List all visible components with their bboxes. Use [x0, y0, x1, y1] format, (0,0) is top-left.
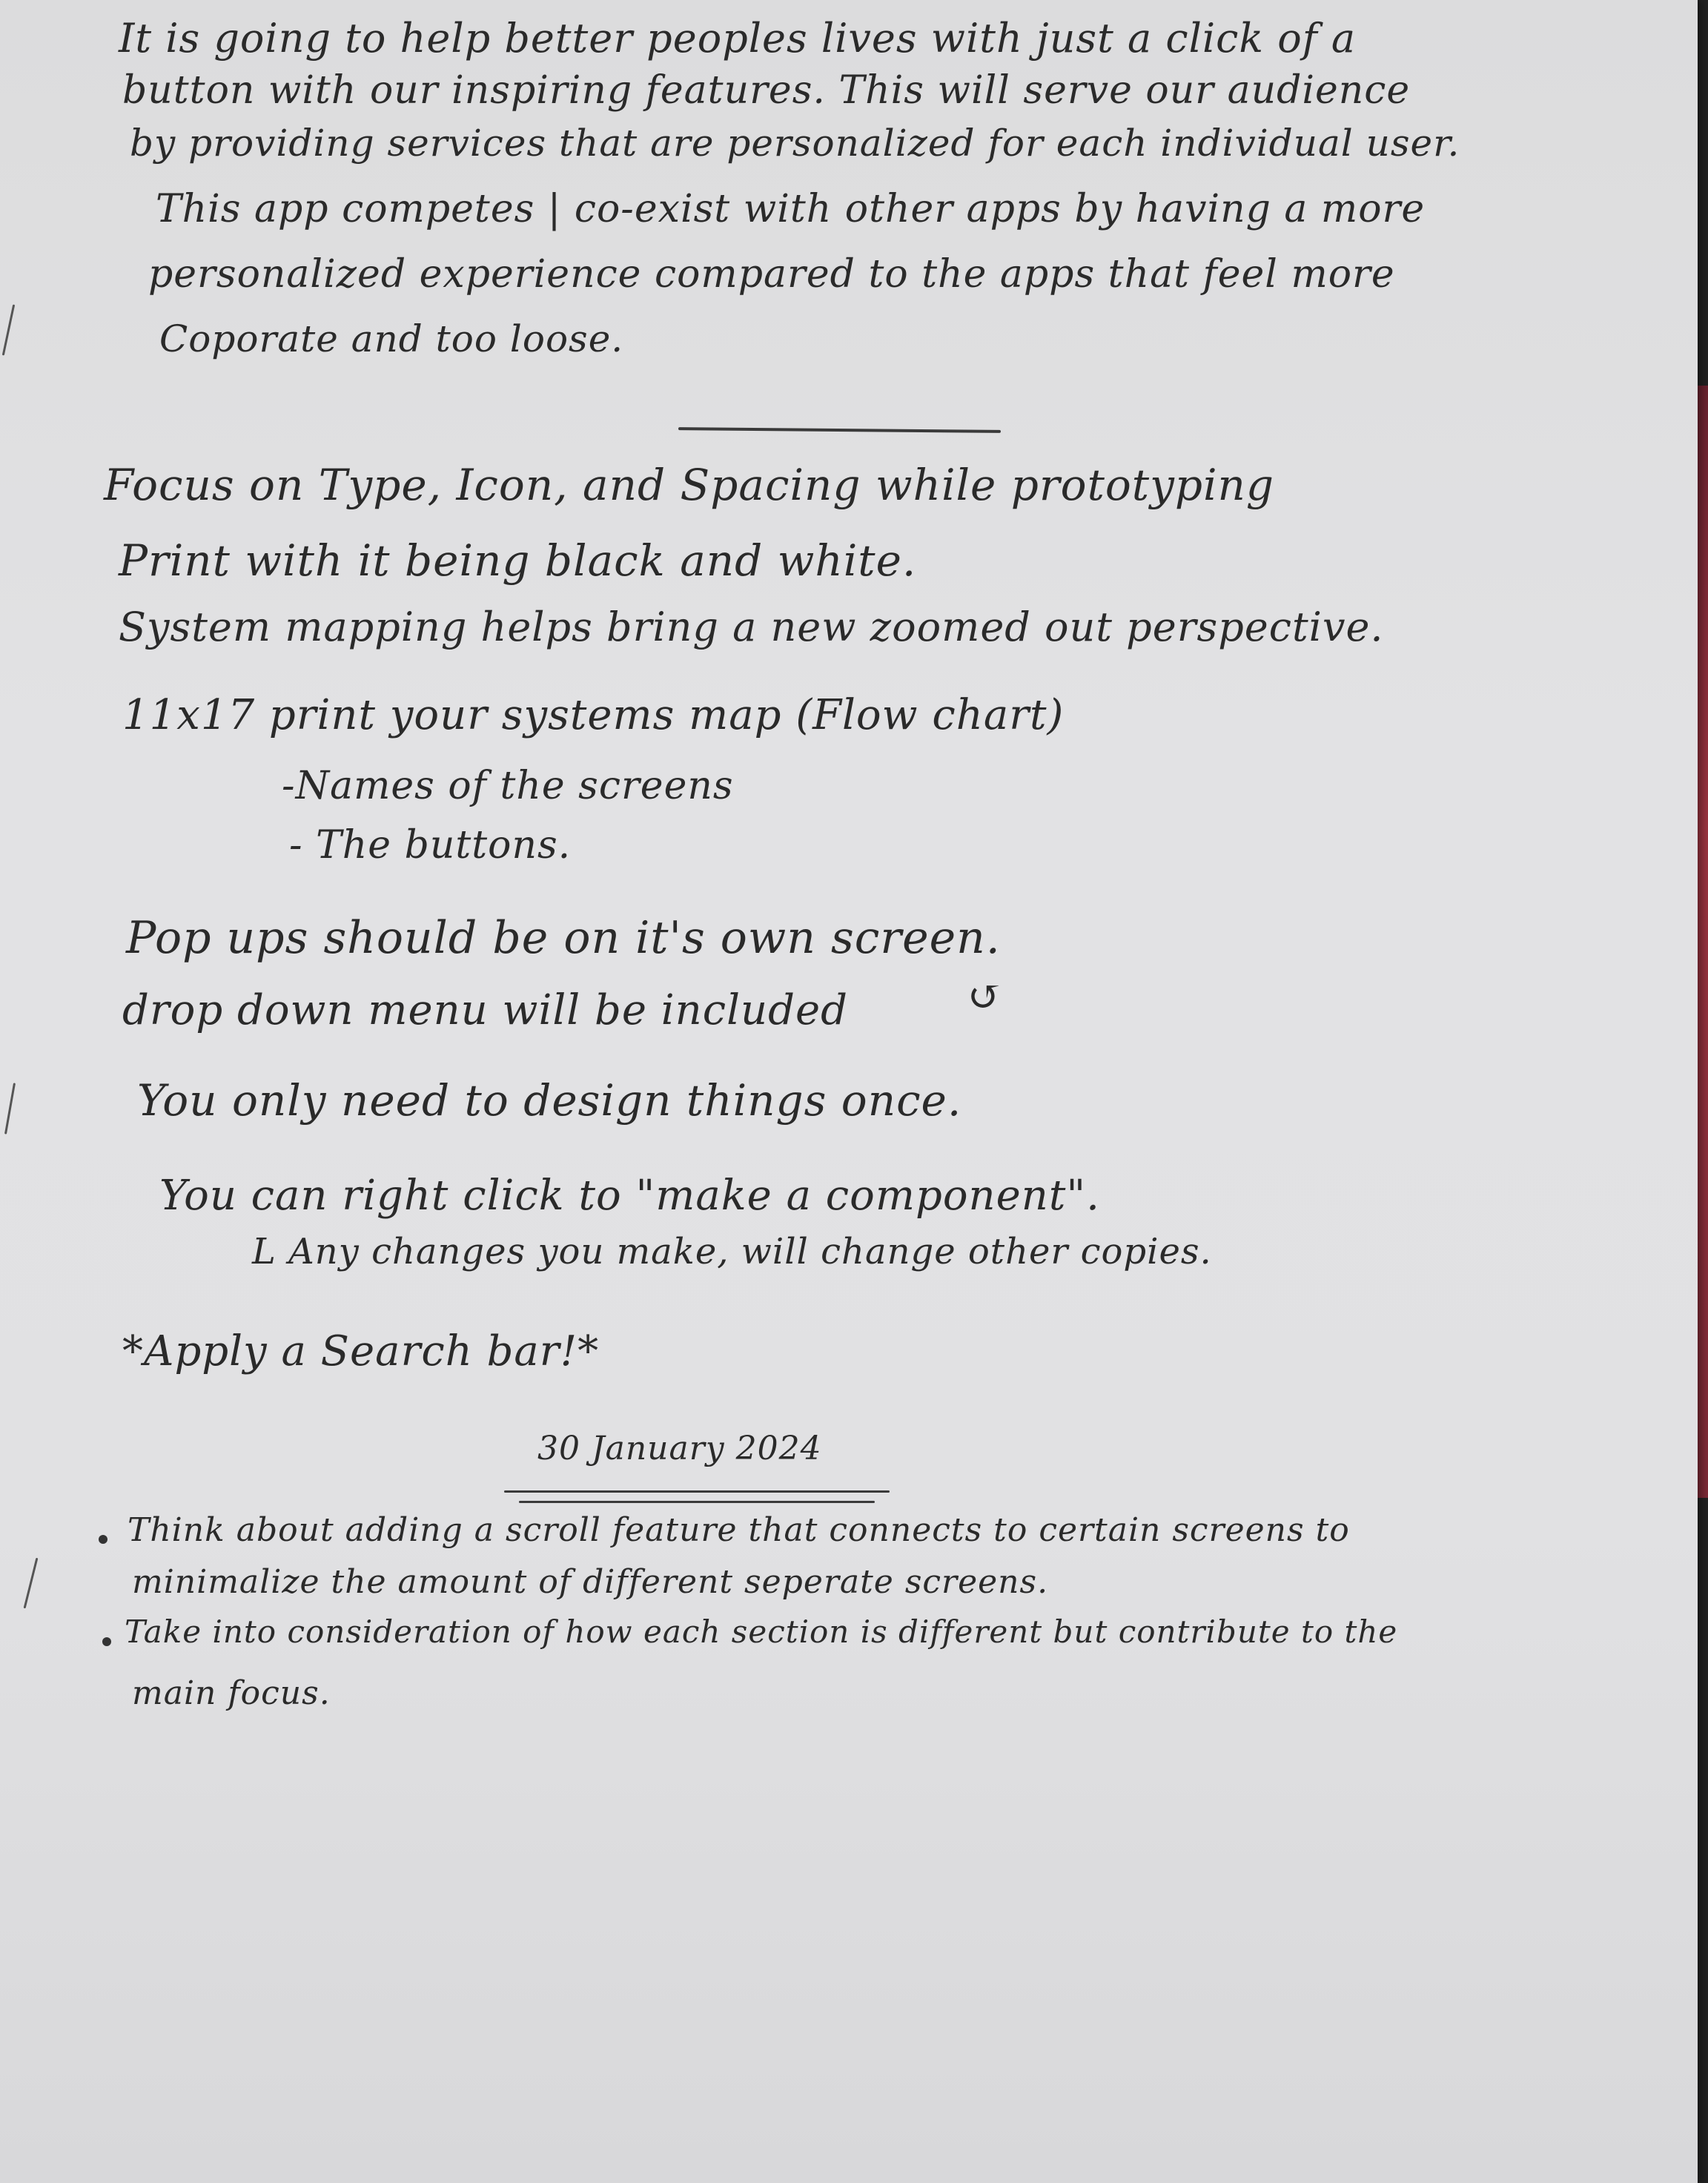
- note-line: Focus on Type, Icon, and Spacing while prototyping: [104, 460, 1275, 510]
- note-line: button with our inspiring features. This will serve our audience: [122, 68, 1411, 113]
- note-line: This app competes | co-exist with other apps by having a more: [156, 187, 1426, 231]
- bullet-dot: [99, 1535, 107, 1544]
- note-line: Pop ups should be on it's own screen.: [126, 912, 1001, 964]
- note-highlight: *Apply a Search bar!*: [122, 1327, 600, 1375]
- date-heading: 30 January 2024: [537, 1430, 822, 1467]
- bullet-text: main focus.: [132, 1674, 331, 1712]
- bullet-text: Think about adding a scroll feature that connects to certain screens to: [128, 1511, 1350, 1549]
- note-subline: -Names of the screens: [282, 764, 734, 808]
- note-line: Print with it being black and white.: [119, 535, 917, 586]
- note-subline: - The buttons.: [289, 823, 572, 868]
- note-line: by providing services that are personalized for each individual user.: [130, 122, 1460, 165]
- note-line: 11x17 print your systems map (Flow chart): [122, 691, 1065, 739]
- note-subline: L Any changes you make, will change other copies.: [252, 1231, 1212, 1272]
- date-underline: [504, 1490, 890, 1493]
- note-line: drop down menu will be included: [122, 986, 848, 1034]
- note-line: System mapping helps bring a new zoomed out perspective.: [119, 604, 1384, 650]
- curved-arrow-icon: ↺: [967, 973, 1003, 1021]
- note-line: It is going to help better peoples lives with just a click of a: [119, 15, 1357, 62]
- note-line: personalized experience compared to the apps that feel more: [148, 252, 1395, 297]
- bullet-dot: [102, 1637, 111, 1646]
- bullet-text: Take into consideration of how each section is different but contribute to the: [125, 1614, 1398, 1650]
- bullet-text: minimalize the amount of different seperate screens.: [132, 1563, 1049, 1601]
- note-line: You only need to design things once.: [137, 1075, 962, 1126]
- note-line: Coporate and too loose.: [159, 317, 624, 360]
- section-divider: [678, 427, 1001, 433]
- margin-mark: [24, 1558, 39, 1609]
- note-line: You can right click to "make a component".: [159, 1172, 1100, 1220]
- date-underline: [519, 1501, 875, 1503]
- margin-mark: [4, 1083, 16, 1134]
- margin-mark: [2, 304, 15, 355]
